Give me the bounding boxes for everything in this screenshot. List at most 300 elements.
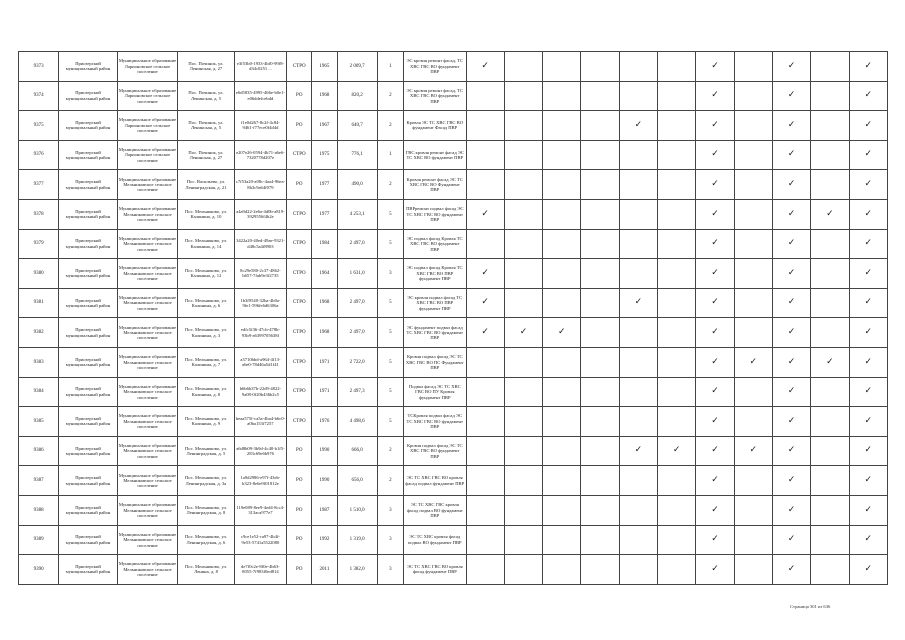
cell-year: 1964 [312, 259, 337, 289]
cell-id: beaa575f-ca5a-4ba4-b6c0-a0ba153f7257 [234, 407, 286, 437]
cell-area: 1 510,0 [337, 495, 377, 525]
cell-no: 9378 [19, 199, 59, 229]
work-check-cell [811, 229, 849, 259]
work-check-cell [543, 140, 581, 170]
cell-address: Пос. Мельниково, ул. Ленина, д. 8 [178, 555, 234, 585]
cell-settlement: Муниципальное образование Мельниковское сельское поселение [117, 377, 177, 407]
work-check-cell [696, 525, 734, 555]
cell-cat: СТРО [287, 229, 312, 259]
check-mark-icon: ✓ [634, 445, 643, 456]
cell-year: 1968 [312, 318, 337, 348]
work-check-cell [849, 466, 888, 496]
work-check-cell [619, 377, 657, 407]
check-mark-icon: ✓ [711, 445, 719, 456]
work-check-cell [811, 52, 849, 82]
cell-floors: 1 [377, 52, 403, 82]
check-mark-icon: ✓ [481, 267, 489, 278]
cell-settlement: Муниципальное образование Ларионовское сельское поселение [117, 111, 177, 141]
work-check-cell [619, 466, 657, 496]
cell-id: f1e0d267-8c2f-4c84-9461-f77ece0f4d4d [234, 111, 286, 141]
work-check-cell [849, 288, 888, 318]
cell-id: e207e26-0594-4b71-a6e6-7320778d207e [234, 140, 286, 170]
work-check-cell [849, 140, 888, 170]
work-check-cell [772, 525, 810, 555]
check-mark-icon: ✓ [787, 415, 796, 426]
work-check-cell [734, 170, 772, 200]
work-check-cell [696, 436, 734, 466]
work-check-cell [619, 318, 657, 348]
cell-works: Кровля подвал фасад ЭС ТС ХВС ГВС ВО ПС Фундамент ПВР [404, 347, 467, 377]
cell-area: 666,0 [337, 436, 377, 466]
check-mark-icon: ✓ [787, 386, 796, 397]
cell-floors: 3 [377, 495, 403, 525]
work-check-cell [619, 525, 657, 555]
cell-cat: СТРО [287, 140, 312, 170]
work-check-cell [543, 555, 581, 585]
check-mark-icon: ✓ [711, 119, 719, 130]
cell-floors: 5 [377, 347, 403, 377]
cell-id: edfc5f36-47cb-478b-93b9-a6399705638f [234, 318, 286, 348]
cell-id: 1b3f9540-32ba-4b0a-9fe1-596fe6d6306a [234, 288, 286, 318]
cell-no: 9381 [19, 288, 59, 318]
table-row [19, 377, 888, 407]
work-check-cell [504, 170, 542, 200]
check-mark-icon: ✓ [634, 119, 643, 130]
work-check-cell [581, 170, 619, 200]
check-mark-icon: ✓ [864, 474, 873, 485]
check-mark-icon: ✓ [711, 297, 719, 308]
work-check-cell [543, 199, 581, 229]
work-check-cell [772, 288, 810, 318]
work-check-cell [466, 466, 504, 496]
work-check-cell [658, 259, 696, 289]
check-mark-icon: ✓ [864, 297, 873, 308]
cell-cat: СТРО [287, 377, 312, 407]
work-check-cell [466, 288, 504, 318]
work-check-cell [466, 555, 504, 585]
cell-works: ГВС кровля ремонт фасад ЭС ТС ХВС ВО фундамент ПВР [404, 140, 467, 170]
cell-works: ЭС фундамент подвал фасад ТС ХВС ГВС ВО фундамент ПВР [404, 318, 467, 348]
work-check-cell [811, 259, 849, 289]
check-mark-icon: ✓ [787, 208, 796, 219]
work-check-cell [696, 407, 734, 437]
cell-area: 1 319,0 [337, 525, 377, 555]
cell-works: ЭС кровля подвал фасад ТС ХВС ГВС ВО ПВР фундамент ПВР [404, 288, 467, 318]
cell-settlement: Муниципальное образование Мельниковское сельское поселение [117, 407, 177, 437]
cell-cat: РО [287, 111, 312, 141]
work-check-cell [581, 377, 619, 407]
work-check-cell [696, 259, 734, 289]
work-check-cell [619, 199, 657, 229]
work-check-cell [466, 407, 504, 437]
cell-works: ЭС ТС ХВС ГВС ВО кровля фасад подвал фундамент ПВР [404, 466, 467, 496]
work-check-cell [466, 229, 504, 259]
check-mark-icon: ✓ [787, 563, 796, 574]
cell-district: Приозерский муниципальный район [59, 318, 117, 348]
cell-area: 2 497,0 [337, 288, 377, 318]
cell-area: 776,1 [337, 140, 377, 170]
work-check-cell [581, 52, 619, 82]
work-check-cell [581, 111, 619, 141]
cell-floors: 3 [377, 555, 403, 585]
work-check-cell [849, 229, 888, 259]
cell-no: 9390 [19, 555, 59, 585]
table-body [19, 52, 888, 585]
work-check-cell [696, 347, 734, 377]
cell-id: 1a9d2986-e97f-43eb-b323-8e6e9f01812e [234, 466, 286, 496]
work-check-cell [696, 555, 734, 585]
work-check-cell [772, 318, 810, 348]
work-check-cell [543, 81, 581, 111]
work-check-cell [466, 347, 504, 377]
work-check-cell [811, 140, 849, 170]
work-check-cell [734, 288, 772, 318]
cell-address: Пос. Починок, ул. Ленинская, д. 27 [178, 140, 234, 170]
work-check-cell [504, 347, 542, 377]
check-mark-icon: ✓ [864, 238, 873, 249]
cell-settlement: Муниципальное образование Мельниковское сельское поселение [117, 495, 177, 525]
work-check-cell [504, 288, 542, 318]
cell-no: 9384 [19, 377, 59, 407]
check-mark-icon: ✓ [787, 90, 796, 101]
check-mark-icon: ✓ [481, 60, 489, 71]
check-mark-icon: ✓ [864, 326, 873, 337]
cell-address: Пос. Мельниково, ул. Калинина, д. 9 [178, 407, 234, 437]
work-check-cell [581, 288, 619, 318]
work-check-cell [849, 259, 888, 289]
work-check-cell [619, 347, 657, 377]
cell-year: 1976 [312, 407, 337, 437]
cell-cat: РО [287, 436, 312, 466]
cell-year: 1968 [312, 288, 337, 318]
cell-settlement: Муниципальное образование Мельниковское сельское поселение [117, 229, 177, 259]
work-check-cell [466, 436, 504, 466]
cell-no: 9377 [19, 170, 59, 200]
cell-works: ТСКровля подвал фасад ЭС ТС ХВС ГВС ВО фундамент ПВР [404, 407, 467, 437]
work-check-cell [734, 407, 772, 437]
work-check-cell [619, 170, 657, 200]
work-check-cell [581, 199, 619, 229]
cell-district: Приозерский муниципальный район [59, 140, 117, 170]
cell-year: 1987 [312, 495, 337, 525]
check-mark-icon: ✓ [711, 415, 719, 426]
work-check-cell [543, 495, 581, 525]
check-mark-icon: ✓ [711, 326, 719, 337]
check-mark-icon: ✓ [787, 534, 796, 545]
check-mark-icon: ✓ [864, 504, 873, 515]
check-mark-icon: ✓ [864, 178, 873, 189]
cell-address: Пос. Мельниково, ул. Калинина, д. 3 [178, 318, 234, 348]
table-row [19, 170, 888, 200]
cell-address: Пос. Починок, ул. Ленинская, д. 5 [178, 111, 234, 141]
cell-id: c7f53a20-a08c-4aa4-96ea-8b3c9a64f079 [234, 170, 286, 200]
work-check-cell [658, 525, 696, 555]
cell-no: 9380 [19, 259, 59, 289]
work-check-cell [811, 555, 849, 585]
check-mark-icon: ✓ [558, 326, 566, 337]
cell-area: 820,2 [337, 81, 377, 111]
cell-area: 2 722,0 [337, 347, 377, 377]
work-check-cell [696, 466, 734, 496]
work-check-cell [772, 407, 810, 437]
work-check-cell [658, 377, 696, 407]
work-check-cell [543, 525, 581, 555]
check-mark-icon: ✓ [711, 60, 719, 71]
cell-district: Приозерский муниципальный район [59, 377, 117, 407]
check-mark-icon: ✓ [787, 149, 796, 160]
work-check-cell [504, 81, 542, 111]
cell-address: Пос. Мельниково, ул. Ленинградская, д. 3а [178, 466, 234, 496]
cell-year: 1990 [312, 466, 337, 496]
check-mark-icon: ✓ [711, 90, 719, 101]
work-check-cell [696, 229, 734, 259]
cell-settlement: Муниципальное образование Мельниковское сельское поселение [117, 525, 177, 555]
page-footer: Страница 301 из 636 [790, 604, 831, 609]
work-check-cell [504, 555, 542, 585]
table-row [19, 288, 888, 318]
check-mark-icon: ✓ [711, 238, 719, 249]
cell-id: 3422a20-40ed-49ae-9321-d48c5a4f8903 [234, 229, 286, 259]
cell-district: Приозерский муниципальный район [59, 229, 117, 259]
cell-no: 9375 [19, 111, 59, 141]
cell-no: 9383 [19, 347, 59, 377]
check-mark-icon: ✓ [787, 445, 796, 456]
work-check-cell [696, 140, 734, 170]
work-check-cell [811, 288, 849, 318]
cell-area: 640,7 [337, 111, 377, 141]
table-row [19, 495, 888, 525]
work-check-cell [619, 407, 657, 437]
cell-id: c9ce1e52-ca97-4b4f-9e53-5741a5522080 [234, 525, 286, 555]
table-row [19, 52, 888, 82]
cell-district: Приозерский муниципальный район [59, 259, 117, 289]
cell-address: Пос. Мельниково, ул. Калинина, д. 7 [178, 347, 234, 377]
cell-cat: СТРО [287, 199, 312, 229]
work-check-cell [772, 347, 810, 377]
work-check-cell [696, 52, 734, 82]
work-check-cell [581, 466, 619, 496]
cell-cat: СТРО [287, 407, 312, 437]
check-mark-icon: ✓ [481, 297, 489, 308]
work-check-cell [811, 495, 849, 525]
work-check-cell [849, 495, 888, 525]
cell-area: 4 253,1 [337, 199, 377, 229]
register-table [18, 51, 888, 585]
cell-id: de7f0c2e-8f0e-4b63-8055-7f983f0ed814 [234, 555, 286, 585]
check-mark-icon: ✓ [481, 208, 489, 219]
cell-floors: 3 [377, 525, 403, 555]
cell-settlement: Муниципальное образование Мельниковское сельское поселение [117, 170, 177, 200]
table-row [19, 436, 888, 466]
work-check-cell [619, 495, 657, 525]
work-check-cell [849, 318, 888, 348]
cell-area: 2 497,3 [337, 377, 377, 407]
work-check-cell [849, 81, 888, 111]
cell-year: 1990 [312, 436, 337, 466]
check-mark-icon: ✓ [864, 356, 873, 367]
cell-floors: 5 [377, 199, 403, 229]
work-check-cell [504, 229, 542, 259]
cell-address: Пос. Мельниково, ул. Калинина, д. 14 [178, 229, 234, 259]
check-mark-icon: ✓ [787, 297, 796, 308]
check-mark-icon: ✓ [787, 356, 796, 367]
work-check-cell [504, 436, 542, 466]
work-check-cell [543, 259, 581, 289]
check-mark-icon: ✓ [864, 60, 873, 71]
table-row [19, 199, 888, 229]
cell-district: Приозерский муниципальный район [59, 199, 117, 229]
work-check-cell [772, 377, 810, 407]
work-check-cell [811, 318, 849, 348]
work-check-cell [658, 407, 696, 437]
work-check-cell [734, 81, 772, 111]
cell-works: Кровля подвал фасад ЭС ТС ХВС ГВС ВО фундамент ПВР [404, 436, 467, 466]
cell-floors: 3 [377, 259, 403, 289]
cell-no: 9385 [19, 407, 59, 437]
work-check-cell [772, 140, 810, 170]
cell-settlement: Муниципальное образование Мельниковское сельское поселение [117, 466, 177, 496]
check-mark-icon: ✓ [826, 356, 834, 367]
work-check-cell [811, 525, 849, 555]
cell-district: Приозерский муниципальный район [59, 81, 117, 111]
cell-settlement: Муниципальное образование Мельниковское сельское поселение [117, 436, 177, 466]
work-check-cell [772, 111, 810, 141]
cell-address: Пос. Мельниково, ул. Калинина, д. 8 [178, 377, 234, 407]
work-check-cell [466, 111, 504, 141]
work-check-cell [466, 170, 504, 200]
work-check-cell [772, 199, 810, 229]
cell-cat: РО [287, 495, 312, 525]
work-check-cell [543, 288, 581, 318]
cell-district: Приозерский муниципальный район [59, 288, 117, 318]
cell-floors: 5 [377, 377, 403, 407]
cell-works: ЭС ТС ХВС ГВС кровля фасад подвал ВО фундамент ПВР [404, 495, 467, 525]
cell-area: 4 498,6 [337, 407, 377, 437]
work-check-cell [543, 229, 581, 259]
check-mark-icon: ✓ [864, 267, 873, 278]
cell-works: ЭС ТС ХВС ГВС ВО кровля фасад фундамент ПВР [404, 555, 467, 585]
work-check-cell [581, 347, 619, 377]
table-row [19, 407, 888, 437]
work-check-cell [772, 259, 810, 289]
cell-id: a4a9d22-2e6a-4d0b-a819-3929556f4b2e [234, 199, 286, 229]
cell-district: Приозерский муниципальный район [59, 495, 117, 525]
check-mark-icon: ✓ [711, 386, 719, 397]
work-check-cell [504, 377, 542, 407]
cell-address: Пос. Мельниково, ул. Ленинградская, д. 5 [178, 436, 234, 466]
work-check-cell [504, 318, 542, 348]
cell-cat: РО [287, 170, 312, 200]
work-check-cell [849, 525, 888, 555]
cell-id: 119e089-8ee9-4ed4-8cc4-313aca977e7 [234, 495, 286, 525]
work-check-cell [849, 170, 888, 200]
check-mark-icon: ✓ [787, 119, 796, 130]
work-check-cell [581, 318, 619, 348]
work-check-cell [619, 52, 657, 82]
work-check-cell [658, 81, 696, 111]
work-check-cell [696, 288, 734, 318]
work-check-cell [696, 170, 734, 200]
cell-year: 1965 [312, 52, 337, 82]
work-check-cell [619, 288, 657, 318]
work-check-cell [772, 170, 810, 200]
work-check-cell [466, 377, 504, 407]
check-mark-icon: ✓ [711, 208, 719, 219]
cell-area: 490,0 [337, 170, 377, 200]
check-mark-icon: ✓ [787, 504, 796, 515]
cell-district: Приозерский муниципальный район [59, 111, 117, 141]
work-check-cell [466, 318, 504, 348]
cell-works: ЭС кровля ремонт фасад, ТС ХВС ГВС ВО фундамент ПВР [404, 81, 467, 111]
cell-district: Приозерский муниципальный район [59, 407, 117, 437]
work-check-cell [849, 347, 888, 377]
work-check-cell [734, 199, 772, 229]
check-mark-icon: ✓ [749, 356, 758, 367]
work-check-cell [734, 377, 772, 407]
work-check-cell [581, 525, 619, 555]
check-mark-icon: ✓ [787, 267, 796, 278]
cell-district: Приозерский муниципальный район [59, 525, 117, 555]
cell-id: e6d5835-4995-466e-b0e1-e06ddefcebdd [234, 81, 286, 111]
work-check-cell [619, 81, 657, 111]
cell-year: 1971 [312, 377, 337, 407]
cell-id: e3f53b0-1933-4bf0-99f8-d34c0251 ... [234, 52, 286, 82]
work-check-cell [504, 199, 542, 229]
cell-district: Приозерский муниципальный район [59, 170, 117, 200]
cell-area: 1 382,0 [337, 555, 377, 585]
cell-no: 9376 [19, 140, 59, 170]
work-check-cell [811, 466, 849, 496]
work-check-cell [734, 52, 772, 82]
cell-area: 2 497,0 [337, 229, 377, 259]
cell-address: Пос. Мельниково, ул. Калинина, д. 10 [178, 199, 234, 229]
work-check-cell [543, 377, 581, 407]
cell-area: 2 009,7 [337, 52, 377, 82]
work-check-cell [658, 229, 696, 259]
work-check-cell [696, 199, 734, 229]
work-check-cell [811, 347, 849, 377]
table-row [19, 347, 888, 377]
work-check-cell [504, 259, 542, 289]
cell-floors: 2 [377, 170, 403, 200]
check-mark-icon: ✓ [711, 267, 719, 278]
cell-cat: СТРО [287, 288, 312, 318]
work-check-cell [543, 436, 581, 466]
work-check-cell [581, 140, 619, 170]
work-check-cell [504, 140, 542, 170]
cell-no: 9373 [19, 52, 59, 82]
check-mark-icon: ✓ [864, 534, 873, 545]
work-check-cell [619, 555, 657, 585]
cell-cat: РО [287, 81, 312, 111]
cell-settlement: Муниципальное образование Ларионовское сельское поселение [117, 52, 177, 82]
cell-works: Кровля ремонт фасад ЭС ТС ХВС ГВС ВО Фундамент ПВР [404, 170, 467, 200]
check-mark-icon: ✓ [864, 563, 873, 574]
work-check-cell [734, 111, 772, 141]
work-check-cell [734, 229, 772, 259]
cell-cat: СТРО [287, 259, 312, 289]
cell-cat: РО [287, 525, 312, 555]
work-check-cell [658, 466, 696, 496]
cell-no: 9386 [19, 436, 59, 466]
work-check-cell [849, 436, 888, 466]
work-check-cell [734, 259, 772, 289]
work-check-cell [811, 199, 849, 229]
cell-year: 1977 [312, 170, 337, 200]
cell-no: 9382 [19, 318, 59, 348]
work-check-cell [658, 288, 696, 318]
cell-year: 2011 [312, 555, 337, 585]
